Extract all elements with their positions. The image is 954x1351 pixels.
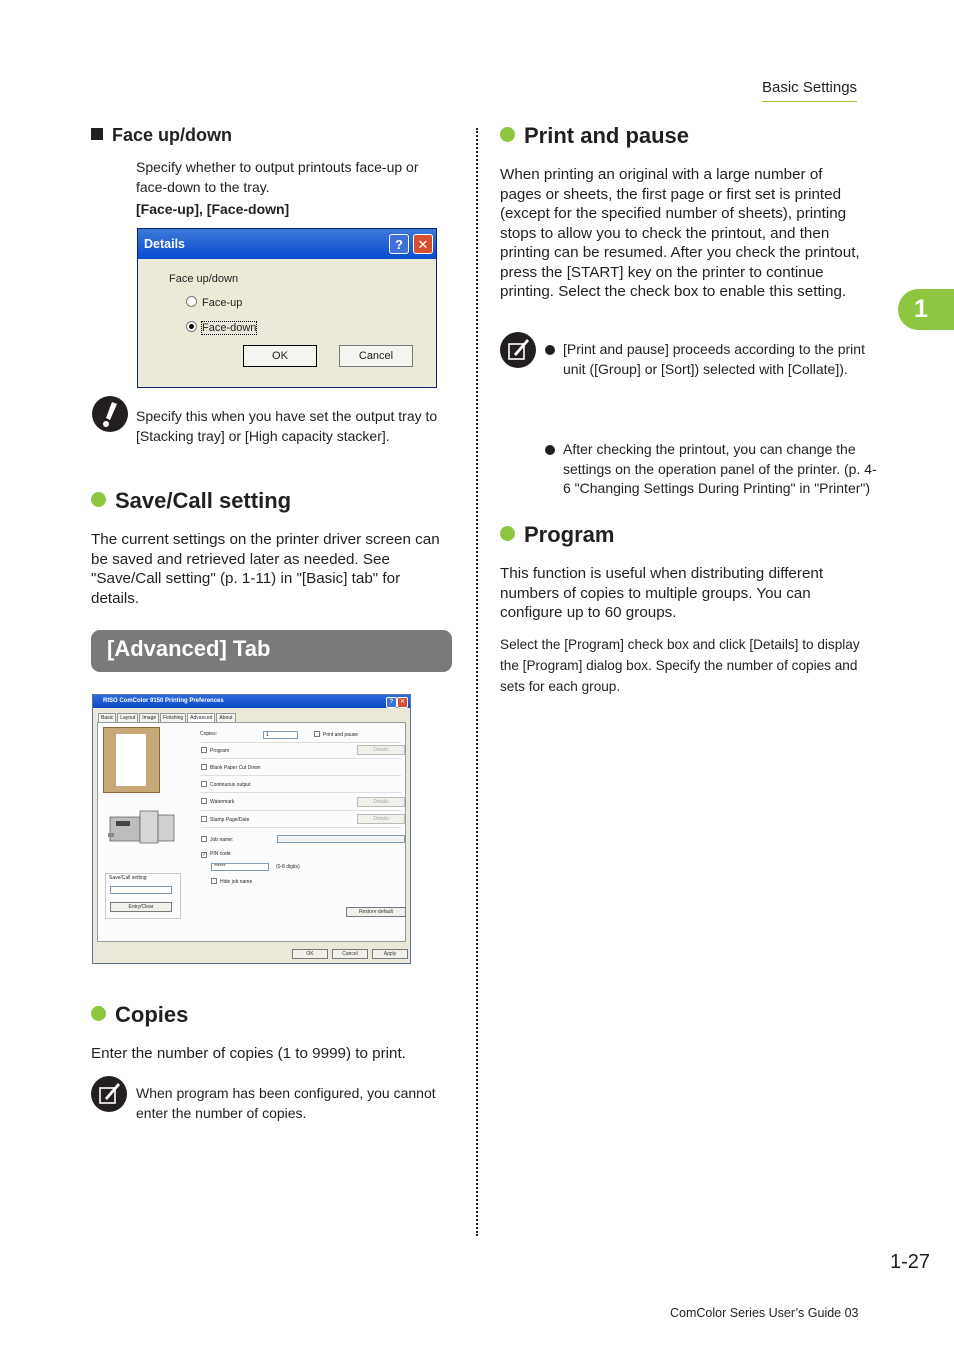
printing-preferences-window (92, 694, 411, 964)
save-call-select[interactable] (110, 886, 172, 894)
save-call-label: Save/Call setting (109, 875, 147, 881)
program-text-2: Select the [Program] check box and click [Details] to display the [Program] dialog box. Specify the number of copies and sets for each group. (500, 637, 860, 694)
help-icon[interactable]: ? (386, 697, 397, 708)
pin-code-hint: (0-8 digits) (276, 864, 300, 870)
watermark-details-button[interactable]: Details (357, 797, 405, 807)
row-divider (201, 827, 401, 828)
program-heading-text: Program (524, 522, 615, 547)
pin-code-label: PIN code (210, 851, 231, 857)
face-updown-description: Specify whether to output printouts face-up or face-down to the tray. (136, 159, 419, 195)
green-dot-icon (91, 1006, 106, 1021)
prefs-apply-button[interactable]: Apply (372, 949, 408, 959)
row-divider (201, 775, 401, 776)
checkbox-icon[interactable] (314, 731, 320, 737)
stamp-details-button[interactable]: Details (357, 814, 405, 824)
print-pause-bullet-2 (545, 440, 881, 499)
copies-input[interactable]: 1 (263, 731, 298, 739)
radio-selected-icon[interactable] (186, 321, 197, 332)
save-call-text: The current settings on the printer driver screen can be saved and retrieved later as needed. See "Save/Call setting" (p. 1-11) in "[Basic] tab" for details. (91, 531, 440, 607)
prefs-title: RISO ComColor 9150 Printing Preferences (103, 698, 224, 704)
blank-paper-label: Blank Paper Cut Down (210, 765, 261, 771)
details-dialog-titlebar (138, 229, 436, 259)
face-down-option[interactable] (186, 321, 256, 334)
row-divider (201, 810, 401, 811)
restore-default-button[interactable]: Restore default (346, 907, 406, 917)
close-icon[interactable]: ✕ (397, 697, 408, 708)
copies-label: Copies: (200, 731, 217, 737)
footer-guide-title: ComColor Series User’s Guide 03 (670, 1306, 859, 1320)
tab-about[interactable]: About (216, 713, 235, 722)
copies-heading (91, 1002, 188, 1028)
copies-heading-text: Copies (115, 1002, 189, 1027)
copies-note: When program has been configured, you cannot enter the number of copies. (136, 1085, 436, 1121)
save-call-heading (91, 488, 291, 514)
cancel-button[interactable]: Cancel (339, 345, 413, 367)
watermark-checkbox[interactable] (201, 798, 234, 805)
save-call-heading-text: Save/Call setting (115, 488, 292, 513)
details-dialog-title: Details (144, 237, 185, 251)
print-and-pause-label: Print and pause (323, 732, 359, 738)
print-pause-heading-text: Print and pause (524, 123, 690, 148)
page-number: 1-27 (890, 1251, 931, 1273)
checkbox-icon[interactable] (201, 816, 207, 822)
copies-text: Enter the number of copies (1 to 9999) to print. (91, 1045, 406, 1062)
checkbox-icon[interactable] (201, 747, 207, 753)
page-preview (103, 727, 160, 793)
hide-job-name-checkbox[interactable] (211, 878, 252, 885)
checkbox-icon[interactable] (201, 798, 207, 804)
print-pause-bullet-1 (545, 340, 881, 379)
program-text: This function is useful when distributing different numbers of copies to multiple groups. You can configure up to 60 groups. (500, 565, 824, 621)
print-pause-bullet-2-text: After checking the printout, you can change the settings on the operation panel of the printer. (p. 4-6 "Changing Settings During Printing" in "Printer") (563, 441, 877, 496)
checkbox-icon[interactable] (201, 764, 207, 770)
chapter-tab: 1 (898, 289, 954, 330)
close-icon[interactable]: ✕ (413, 234, 433, 254)
header-section-title: Basic Settings (762, 79, 857, 102)
advanced-panel (97, 722, 406, 942)
tab-advanced[interactable]: Advanced (187, 713, 215, 722)
program-label: Program (210, 748, 230, 754)
continuous-output-label: Continuous output (210, 782, 251, 788)
memo-icon (500, 332, 536, 368)
face-down-label: Face-down (202, 322, 257, 334)
caution-icon (92, 396, 128, 432)
print-pause-text: When printing an original with a large number of pages or sheets, the first page or first set is printed (except for the specified number of sheets), printing stops to allow you to check the printout, and then printing can be resumed. After you check the printout, press the [START] key on the printer to continue printing. Select the check box to enable this setting. (500, 166, 860, 300)
prefs-titlebar (93, 695, 410, 708)
prefs-ok-button[interactable]: OK (292, 949, 328, 959)
bullet-icon (545, 445, 555, 455)
hide-job-name-label: Hide job name (220, 879, 253, 885)
save-call-group (105, 873, 181, 919)
program-details-button[interactable]: Details (357, 745, 405, 755)
stamp-checkbox[interactable] (201, 816, 249, 823)
green-dot-icon (500, 526, 515, 541)
job-name-checkbox[interactable] (201, 836, 233, 843)
tab-image[interactable]: Image (139, 713, 159, 722)
ok-button[interactable]: OK (243, 345, 317, 367)
print-pause-heading (500, 123, 689, 149)
prefs-cancel-button[interactable]: Cancel (332, 949, 368, 959)
watermark-label: Watermark (210, 799, 235, 805)
tab-finishing[interactable]: Finishing (160, 713, 186, 722)
row-divider (201, 758, 401, 759)
help-icon[interactable]: ? (389, 234, 409, 254)
face-updown-note: Specify this when you have set the output tray to [Stacking tray] or [High capacity stacker]. (136, 408, 438, 444)
program-checkbox[interactable] (201, 747, 229, 754)
checkbox-icon[interactable] (201, 836, 207, 842)
face-updown-heading-text: Face up/down (112, 125, 233, 145)
blank-paper-checkbox[interactable] (201, 764, 261, 771)
print-and-pause-checkbox[interactable] (314, 731, 358, 738)
program-heading (500, 522, 614, 548)
memo-icon (91, 1076, 127, 1112)
pin-code-input[interactable]: ****** (211, 863, 269, 871)
prefs-tabs (98, 713, 237, 722)
column-divider (476, 128, 478, 1236)
face-up-option[interactable] (186, 296, 242, 309)
face-updown-options: [Face-up], [Face-down] (136, 201, 290, 217)
row-divider (201, 742, 401, 743)
printer-icon (106, 803, 178, 853)
checkbox-checked-icon[interactable]: ✓ (202, 852, 207, 858)
details-dialog (137, 228, 437, 388)
green-dot-icon (500, 127, 515, 142)
face-updown-group-label: Face up/down (169, 273, 239, 285)
green-dot-icon (91, 492, 106, 507)
entry-clear-button[interactable]: Entry/Clear (110, 902, 172, 912)
job-name-input[interactable] (277, 835, 405, 843)
radio-icon[interactable] (186, 296, 197, 307)
page-preview-paper (116, 734, 146, 786)
checkbox-icon[interactable] (201, 781, 207, 787)
bullet-icon (545, 345, 555, 355)
tab-basic[interactable]: Basic (98, 713, 116, 722)
row-divider (201, 792, 401, 793)
face-up-label: Face-up (202, 297, 243, 309)
square-bullet-icon (91, 128, 103, 140)
tab-layout[interactable]: Layout (117, 713, 138, 722)
advanced-tab-banner: [Advanced] Tab (91, 630, 452, 672)
pin-code-checkbox[interactable] (201, 851, 231, 858)
continuous-output-checkbox[interactable] (201, 781, 251, 788)
print-pause-bullet-1-text: [Print and pause] proceeds according to the print unit ([Group] or [Sort]) selected with [Collate]). (563, 341, 865, 377)
job-name-label: Job name: (210, 837, 234, 843)
checkbox-icon[interactable] (211, 878, 217, 884)
face-updown-heading (91, 125, 232, 146)
stamp-label: Stamp Page/Date (210, 817, 250, 823)
